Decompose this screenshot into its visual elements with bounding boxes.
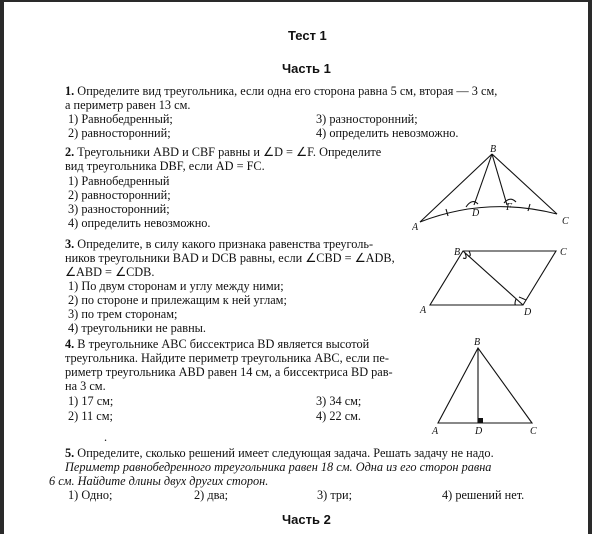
q2-line2: вид треугольника DBF, если AD = FC.	[65, 159, 265, 173]
q4-label-c: C	[530, 426, 537, 436]
q2-option-4: 4) определить невозможно.	[68, 216, 211, 230]
q5-option-4: 4) решений нет.	[442, 488, 525, 502]
q2-triangle-diagram	[412, 144, 572, 232]
q2-tick-fc	[528, 204, 530, 211]
part-1-heading: Часть 1	[282, 61, 331, 76]
part-2-heading: Часть 2	[282, 512, 331, 527]
q2-label-d: D	[472, 208, 480, 219]
q4-triangle-diagram	[429, 334, 549, 436]
q4-triangle	[438, 348, 532, 423]
q3-angle-d-arc-1	[515, 299, 516, 305]
q4-option-3: 3) 34 см;	[316, 394, 362, 408]
q4-option-2: 2) 11 см;	[68, 409, 113, 423]
q4-number: 4.	[65, 337, 75, 351]
stray-dot: .	[104, 430, 108, 444]
q4-right-angle-mark	[478, 418, 483, 423]
q4-option-4: 4) 22 см.	[316, 409, 362, 423]
q1-number: 1.	[65, 84, 75, 98]
q3-label-d: D	[524, 307, 532, 318]
q2-angle-d-arc	[466, 202, 478, 207]
q3-line1: 3. Определите, в силу какого признака равенства треуголь-	[65, 237, 374, 251]
q5-option-1: 1) Одно;	[68, 488, 113, 502]
q3-diagonal-bd	[463, 251, 523, 305]
q5-problem-line1: Периметр равнобедренного треугольника равен 18 см. Одна из его сторон равна	[65, 460, 492, 474]
q4-label-d: D	[475, 426, 483, 436]
q4-line1: 4. В треугольнике ABC биссектриса BD является высотой	[65, 337, 370, 351]
q4-line3: риметр треугольника ABD равен 14 см, а биссектриса BD рав-	[65, 365, 393, 379]
q1-line2: а периметр равен 13 см.	[65, 98, 191, 112]
q2-tick-ad	[446, 209, 448, 216]
q3-angle-b-arc-2	[463, 253, 466, 258]
q3-parallelogram-diagram	[416, 242, 576, 322]
q1-option-1: 1) Равнобедренный;	[68, 112, 173, 126]
q1-option-4: 4) определить невозможно.	[316, 126, 459, 140]
q3-label-a: A	[420, 305, 427, 316]
q2-option-1: 1) Равнобедренный	[68, 174, 170, 188]
q5-line1: 5. Определите, сколько решений имеет следующая задача. Решать задачу не надо.	[65, 446, 494, 460]
q3-line3: ∠ABD = ∠CDB.	[65, 265, 155, 279]
q2-label-f: F	[506, 202, 513, 213]
q2-option-2: 2) равносторонний;	[68, 188, 171, 202]
q3-line2: ников треугольники BAD и DCB равны, если ∠CBD = ∠ADB,	[65, 251, 395, 265]
q3-angle-d-arc-2	[519, 297, 526, 300]
q2-side-bc	[492, 154, 557, 214]
q3-option-1: 1) По двум сторонам и углу между ними;	[68, 279, 284, 293]
q3-option-3: 3) по трем сторонам;	[68, 307, 178, 321]
q3-label-b: B	[454, 247, 461, 258]
q2-segment-bd	[474, 154, 492, 205]
test-title: Тест 1	[288, 28, 327, 43]
q3-label-c: C	[560, 247, 567, 258]
q4-label-a: A	[432, 426, 439, 436]
q3-option-2: 2) по стороне и прилежащим к ней углам;	[68, 293, 287, 307]
q4-line2: треугольника. Найдите периметр треугольника ABC, если пе-	[65, 351, 389, 365]
q1-option-2: 2) равносторонний;	[68, 126, 171, 140]
q2-line1: 2. Треугольники ABD и CBF равны и ∠D = ∠F. Определите	[65, 145, 382, 159]
q2-base-arc	[420, 207, 557, 222]
q3-option-4: 4) треугольники не равны.	[68, 321, 206, 335]
q2-label-c: C	[562, 216, 569, 227]
q5-option-3: 3) три;	[317, 488, 352, 502]
q4-line4: на 3 см.	[65, 379, 106, 393]
q3-number: 3.	[65, 237, 75, 251]
q5-number: 5.	[65, 446, 75, 460]
q2-option-3: 3) разносторонний;	[68, 202, 170, 216]
q5-problem-line2: 6 см. Найдите длины двух других сторон.	[49, 474, 269, 488]
q1-line1: 1. Определите вид треугольника, если одна его сторона равна 5 см, вторая — 3 см,	[65, 84, 498, 98]
worksheet-page	[4, 2, 588, 534]
q4-label-b: B	[474, 337, 481, 348]
q2-number: 2.	[65, 145, 75, 159]
q5-option-2: 2) два;	[194, 488, 229, 502]
q2-label-a: A	[412, 222, 419, 232]
q1-option-3: 3) разносторонний;	[316, 112, 418, 126]
q2-label-b: B	[490, 144, 497, 155]
q4-option-1: 1) 17 см;	[68, 394, 114, 408]
